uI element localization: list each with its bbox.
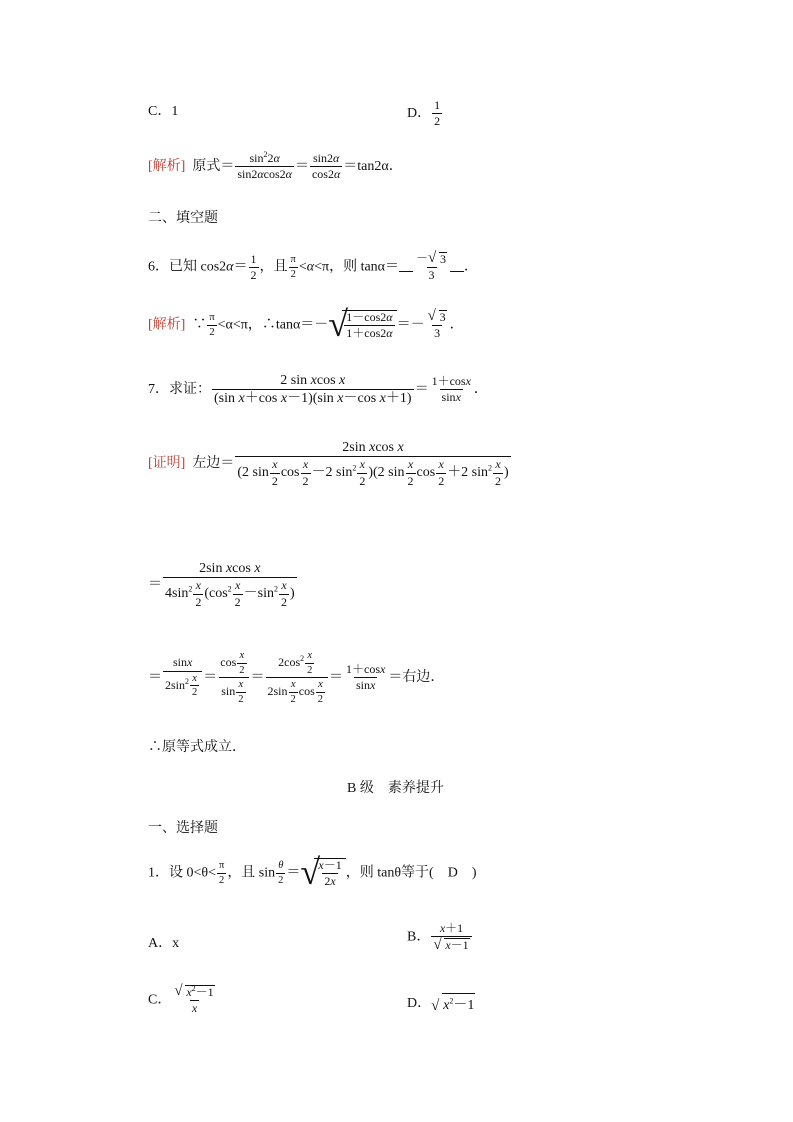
solution-tag: [解析] [148,158,186,174]
solution-tag: [解析] [148,317,186,333]
q1-option-b: B． x＋1 √ x－1 [407,922,473,953]
proof-7-line-3: ＝ sinx $2\sin^2$ $\frac{x}{2}$ ＝ cos $\frac{x}{2}$ sin $\frac{x}{2}$ ＝ $2\cos^2$ $\frac{x}{2}$ 2sin $\frac{x}{2}$ cos $\frac{x}{2}$ ＝ $\frac{1+\cos x}{\sin x}$ ＝右边． [148,650,445,705]
section-fill-blank: 二、填空题 [148,211,218,226]
question-6: 6．已知 cos2α＝ $\frac{1}{2}$ ，且 $\frac{\pi}{2}$ <α<π，则 tanα＝ $\frac{-√ 3}{3}$ ． [148,252,478,283]
question-1: 1．设 0<θ< $\frac{\pi}{2}$ ，且 sin $\frac{\theta}{2}$ ＝ √ $\frac{x-1}{2x}$ ，则 tanθ等于( D ) [148,858,477,888]
part-b-heading: B 级 素养提升 [347,781,444,796]
proof-7-line-1: [证明] 左边＝ 2sin xcos x (2 sin $\frac{x}{2}$ cos $\frac{x}{2}$ －2 $\sin^2$ $\frac{x}{2}$ )(2 sin $\frac{x}{2}$ cos $\frac{x}{2}$ ＋2 $\sin^2$ $\frac{x}{2}$ ) [148,440,509,488]
proof-tag: [证明] [148,456,186,472]
option-d: D． $\frac{1}{2}$ [407,98,441,129]
conclusion: ∴原等式成立． [148,740,246,755]
proof-7-line-2: ＝ 2sin xcos x $4\sin^2$ $\frac{x}{2}$ ($\cos^2$ $\frac{x}{2}$ $-\sin^2$ $\frac{x}{2}$ ) [148,561,295,609]
solution-5: [解析] 原式＝ $\frac{\sin^22\alpha}{\sin 2\alpha\cos 2\alpha}$ ＝ $\frac{\sin 2\alpha}{\cos 2\alpha}$ ＝tan2α． [148,150,403,182]
q1-option-a: A．x [148,936,180,951]
section-multiple-choice: 一、选择题 [148,821,218,836]
solution-6: [解析] ∵ $\frac{\pi}{2}$ <α<π，∴tanα＝－ √ $\frac{1-\cos 2\alpha}{1+\cos 2\alpha}$ ＝－ √ $\frac{3}{3}$ ． [148,310,464,341]
q1-option-d: D．√ $x^2-1$ [407,992,475,1014]
q1-option-c: C． √ $\frac{x^2-1}{x}$ [148,985,218,1016]
option-c: C．1 [148,104,179,119]
question-7: 7．求证： $\frac{\text{2 sin xcos x}}{\text{(sin x＋cos x－1)(sin x－cos x＋1)}}$ ＝ $\frac{1+\cos x}{\sin x}$ ． [148,373,488,407]
